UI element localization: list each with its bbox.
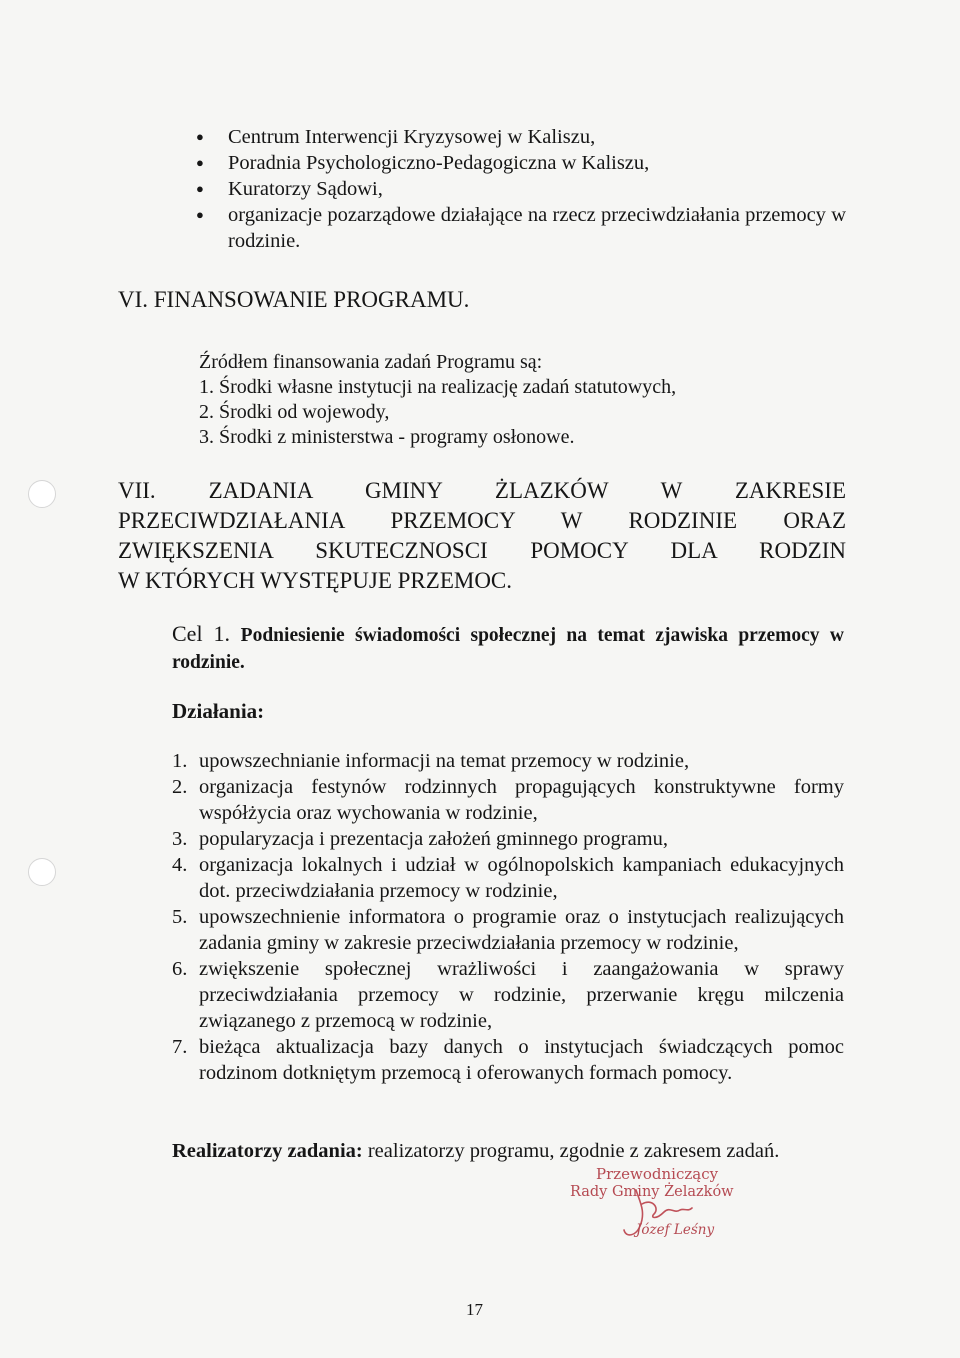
list-item xyxy=(172,904,844,956)
list-item xyxy=(172,774,844,826)
list-item xyxy=(172,826,844,852)
item-text: upowszechnienie informatora o programie oraz o instytucjach realizujących zadania gminy w zakresie przeciwdziałania przemocy w rodzinie, xyxy=(199,906,844,954)
heading-line: ZWIĘKSZENIA SKUTECZNOSCI POMOCY DLA RODZIN xyxy=(118,538,846,563)
chairman-stamp xyxy=(568,1166,768,1248)
item-number: 5. xyxy=(172,906,188,928)
punch-hole xyxy=(28,480,56,508)
goal-label: Cel 1. xyxy=(172,621,231,646)
item-text: bieżąca aktualizacja bazy danych o instytucjach świadczących pomoc rodzinom dotkniętym przemocą i oferowanych formach pomocy. xyxy=(199,1036,844,1084)
page-number: 17 xyxy=(466,1300,483,1319)
punch-hole xyxy=(28,858,56,886)
section-heading-tasks xyxy=(118,476,846,596)
item-number: 1. xyxy=(172,750,188,772)
item-number: 7. xyxy=(172,1036,188,1058)
item-number: 3. xyxy=(172,828,188,850)
heading-line: W KTÓRYCH WYSTĘPUJE PRZEMOC. xyxy=(118,568,513,593)
list-item: ● organizacje pozarządowe działające na rzecz przeciwdziałania przemocy w rodzinie. xyxy=(196,202,846,254)
implementers-line xyxy=(172,1138,779,1164)
section-heading-financing: VI. FINANSOWANIE PROGRAMU. xyxy=(118,287,470,312)
actions-heading: Działania: xyxy=(172,699,265,723)
item-text: popularyzacja i prezentacja założeń gminnego programu, xyxy=(199,828,668,850)
item-number: 6. xyxy=(172,958,188,980)
list-item: 3. Środki z ministerstwa - programy osłonowe. xyxy=(199,426,575,448)
item-number: 4. xyxy=(172,854,188,876)
funding-intro: Źródłem finansowania zadań Programu są: xyxy=(199,351,543,373)
goal-text: Podniesienie świadomości społecznej na temat zjawiska przemocy w rodzinie. xyxy=(172,625,844,673)
item-text: zwiększenie społecznej wrażliwości i zaangażowania w sprawy przeciwdziałania przemocy w rodzinie, przerwanie kręgu milczenia związanego z przemocą w rodzinie, xyxy=(199,958,844,1032)
list-item: ● Kuratorzy Sądowi, xyxy=(196,176,846,202)
list-item xyxy=(172,1034,844,1086)
stamp-line: Rady Gminy Żelazków xyxy=(570,1184,734,1200)
heading-line: PRZECIWDZIAŁANIA PRZEMOCY W RODZINIE ORAZ xyxy=(118,508,846,533)
institution-list xyxy=(196,124,846,254)
stamp-line: Przewodniczący xyxy=(596,1165,719,1183)
funding-block xyxy=(199,350,676,450)
item-text: organizacja festynów rodzinnych propagujących konstruktywne formy współżycia oraz wychowania w rodzinie, xyxy=(199,776,844,824)
list-item: ● Centrum Interwencji Kryzysowej w Kaliszu, xyxy=(196,124,846,150)
heading-line: VII. ZADANIA GMINY ŻLAZKÓW W ZAKRESIE xyxy=(118,478,846,503)
list-item: 1. Środki własne instytucji na realizację zadań statutowych, xyxy=(199,376,677,398)
list-item: ● Poradnia Psychologiczno-Pedagogiczna w Kaliszu, xyxy=(196,150,846,176)
list-item xyxy=(172,748,844,774)
list-item: 2. Środki od wojewody, xyxy=(199,401,390,423)
list-item xyxy=(172,956,844,1034)
stamp-line: Józef Leśny xyxy=(636,1222,715,1238)
implementers-text: realizatorzy programu, zgodnie z zakresem zadań. xyxy=(367,1140,780,1162)
goal-statement xyxy=(172,620,844,676)
item-number: 2. xyxy=(172,776,188,798)
item-text: organizacja lokalnych i udział w ogólnopolskich kampaniach edukacyjnych dot. przeciwdziałania przemocy w rodzinie, xyxy=(199,854,844,902)
list-item xyxy=(172,852,844,904)
funding-list xyxy=(199,375,676,450)
item-text: upowszechnianie informacji na temat przemocy w rodzinie, xyxy=(199,750,690,772)
implementers-label: Realizatorzy zadania: xyxy=(172,1140,363,1162)
actions-list xyxy=(172,748,844,1086)
